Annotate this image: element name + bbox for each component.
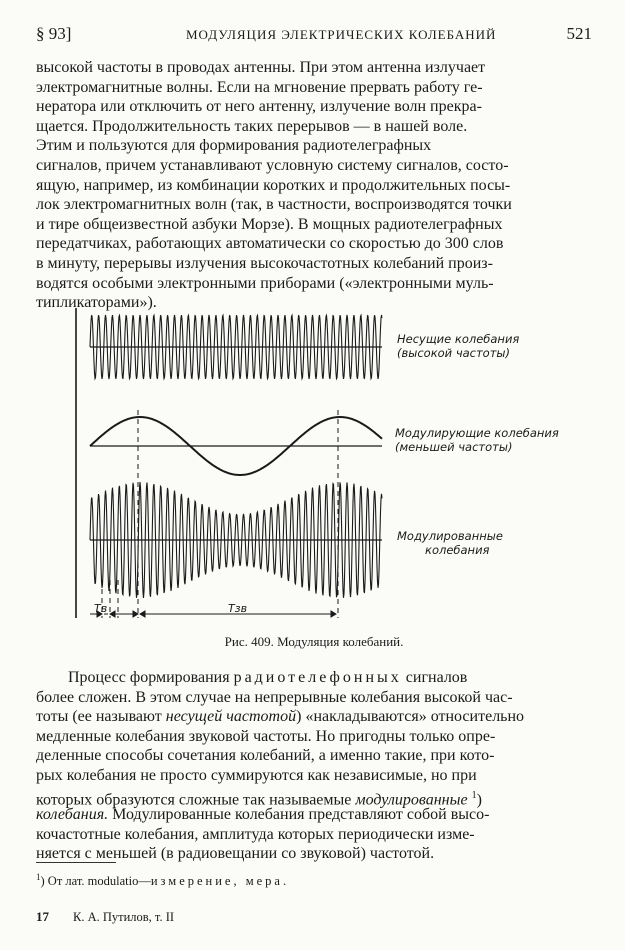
footnote-text: ) От лат. modulatio— bbox=[40, 874, 151, 889]
footnote-text: . bbox=[282, 874, 287, 889]
paragraph-telegraph bbox=[36, 58, 581, 313]
text-line: Этим и пользуются для формирования радиотелеграфных bbox=[36, 137, 432, 155]
modulated-label bbox=[397, 529, 503, 557]
period-arrows bbox=[90, 611, 336, 617]
page-number: 521 bbox=[566, 24, 592, 43]
section-number: § 93] bbox=[36, 24, 72, 43]
carrier-label-line: Несущие колебания bbox=[397, 332, 520, 346]
arrow-head bbox=[133, 611, 138, 617]
text-line: няется с меньшей (в радиовещании со звуковой) частотой. bbox=[36, 845, 435, 863]
text-line bbox=[36, 668, 581, 688]
text-line: передатчиках, работающих автоматически со скоростью до 300 слов bbox=[36, 235, 504, 253]
printer-signature bbox=[36, 909, 174, 925]
text-run: Процесс формирования bbox=[68, 669, 234, 686]
text-line bbox=[36, 707, 581, 727]
text-line: нератора или отключить от него антенну, излучение волн прекра- bbox=[36, 98, 482, 116]
text-run: Модулированные колебания представляют собой высо- bbox=[108, 806, 490, 824]
text-line: более сложен. В этом случае на непрерывные колебания высокой час- bbox=[36, 688, 513, 706]
arrow-head bbox=[110, 611, 115, 617]
text-run: ) «накладываются» относительно bbox=[296, 708, 525, 726]
text-line: медленные колебания звуковой частоты. Но пригодны только опре- bbox=[36, 727, 496, 745]
page-header bbox=[36, 24, 592, 46]
text-line bbox=[36, 786, 581, 806]
text-run: сигналов bbox=[401, 669, 468, 686]
text-line: электромагнитные волны. Если на мгновение прервать работу ге- bbox=[36, 78, 483, 96]
arrow-head bbox=[331, 611, 336, 617]
text-line: лок электромагнитных волн (так, в частности, воспроизводятся точки bbox=[36, 196, 512, 214]
text-line: высокой частоты в проводах антенны. При этом антенна излучает bbox=[36, 59, 486, 76]
modulated-label-line: колебания bbox=[425, 543, 490, 557]
carrier-label-line: (высокой частоты) bbox=[397, 346, 510, 360]
text-line: типликаторами»). bbox=[36, 294, 157, 312]
modulating-label-line: Модулирующие колебания bbox=[395, 426, 559, 440]
italic-term: модулированные bbox=[355, 790, 468, 808]
signature-text: К. А. Путилов, т. II bbox=[73, 910, 175, 924]
footnote-spaced-text: измерение, мера bbox=[150, 874, 283, 889]
footnote-ref[interactable]: 1 bbox=[471, 789, 477, 801]
tzv-label: Tзв bbox=[228, 602, 248, 615]
running-title: МОДУЛЯЦИЯ ЭЛЕКТРИЧЕСКИХ КОЛЕБАНИЙ bbox=[186, 27, 497, 42]
tv-label: Tв bbox=[94, 602, 108, 615]
footnote bbox=[36, 872, 286, 889]
modulating-label-line: (меньшей частоты) bbox=[395, 440, 513, 454]
text-line: кочастотные колебания, амплитуда которых периодически изме- bbox=[36, 825, 475, 843]
text-line: в минуту, перерывы излучения высокочастотных колебаний произ- bbox=[36, 254, 493, 272]
italic-term: несущей частотой bbox=[165, 708, 297, 726]
text-line: ящую, например, из комбинации коротких и продолжительных посы- bbox=[36, 176, 511, 194]
arrow-head bbox=[140, 611, 145, 617]
text-run: ) bbox=[476, 790, 482, 808]
figure-caption: Рис. 409. Модуляция колебаний. bbox=[224, 634, 404, 649]
text-line: деленные способы сочетания колебаний, а именно такие, при кото- bbox=[36, 747, 495, 765]
footnote-rule bbox=[36, 862, 116, 863]
spaced-term: радиотелефонных bbox=[233, 669, 402, 686]
text-line bbox=[36, 805, 581, 825]
modulation-figure bbox=[70, 300, 559, 635]
modulating-label bbox=[395, 426, 559, 454]
footnote-marker: 1 bbox=[36, 872, 41, 882]
text-line: рых колебания не просто суммируются как независимые, но при bbox=[36, 766, 477, 784]
text-line: и тире общеизвестной азбуки Морзе). В мощных радиотелеграфных bbox=[36, 215, 503, 233]
text-run: тоты (ее называют bbox=[36, 708, 166, 726]
paragraph-telephone bbox=[36, 668, 581, 864]
text-line: сигналов, причем устанавливают условную систему сигналов, состо- bbox=[36, 156, 509, 174]
italic-term: колебания. bbox=[36, 806, 109, 824]
text-line: щается. Продолжительность таких перерывов — в нашей воле. bbox=[36, 117, 468, 135]
carrier-label bbox=[397, 332, 519, 360]
signature-number: 17 bbox=[36, 909, 49, 924]
modulated-label-line: Модулированные bbox=[397, 529, 503, 543]
text-run: которых образуются сложные так называемые bbox=[36, 790, 356, 808]
text-line: водятся особыми электронными приборами («электронными муль- bbox=[36, 274, 494, 292]
